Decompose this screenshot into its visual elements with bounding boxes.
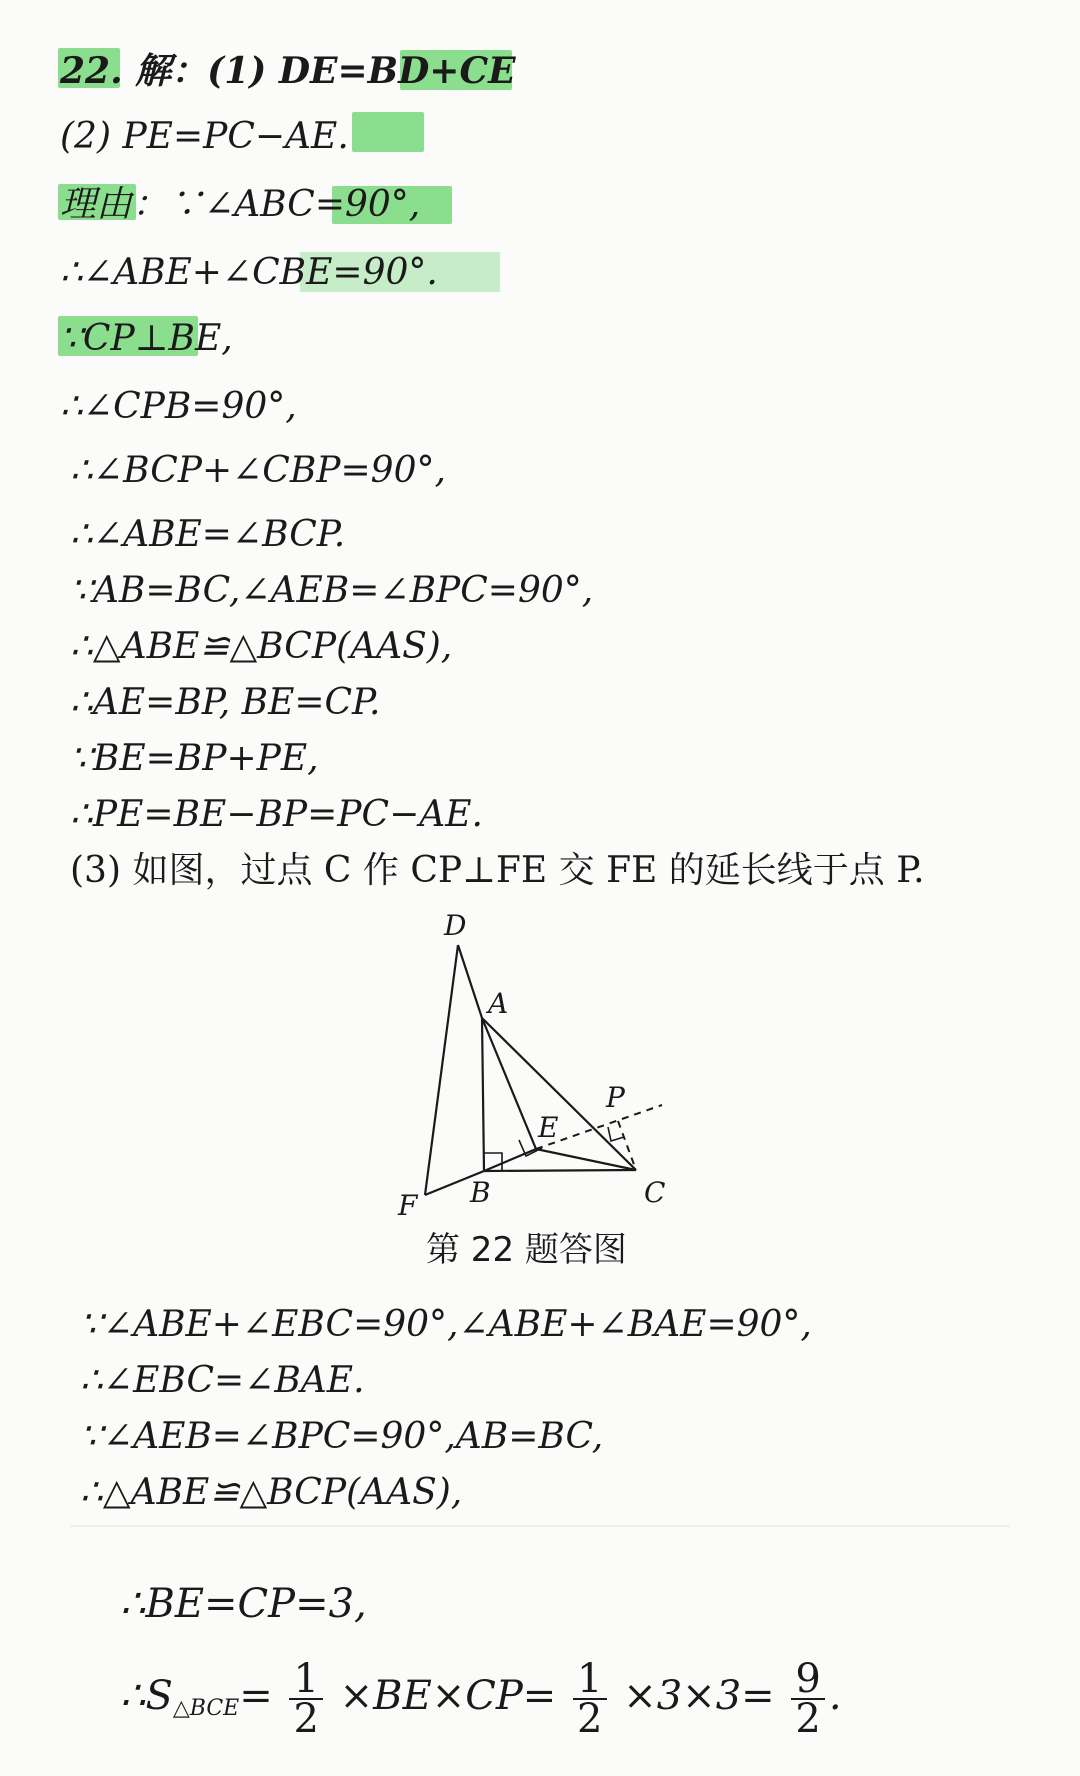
figure-caption: 第 22 题答图 bbox=[426, 1230, 627, 1270]
fraction-nine-halves bbox=[791, 1656, 824, 1742]
solution-line-12: ∵BE=BP+PE, bbox=[70, 738, 319, 779]
solution-line-3: 理由：∵∠ABC=90°, bbox=[60, 184, 421, 225]
solution-line-5: ∵CP⊥BE, bbox=[60, 318, 233, 359]
label-B: B bbox=[470, 1176, 491, 1209]
page-divider bbox=[70, 1525, 1010, 1527]
label-P: P bbox=[606, 1081, 625, 1114]
area-subscript: △BCE bbox=[172, 1696, 240, 1721]
solution-line-6: ∴∠CPB=90°, bbox=[60, 386, 297, 427]
fraction-denominator: 2 bbox=[293, 1696, 319, 1742]
final-line-1: ∴BE=CP=3, bbox=[120, 1581, 367, 1627]
solution-line-17: ∵∠AEB=∠BPC=90°,AB=BC, bbox=[80, 1416, 604, 1457]
geometry-figure bbox=[390, 905, 700, 1225]
fraction-one-half-2 bbox=[573, 1656, 606, 1742]
equals-sign: = bbox=[239, 1673, 273, 1719]
solution-line-18: ∴△ABE≌△BCP(AAS), bbox=[80, 1472, 463, 1513]
label-A: A bbox=[488, 987, 509, 1020]
fraction-numerator: 1 bbox=[573, 1660, 606, 1700]
solution-line-10: ∴△ABE≌△BCP(AAS), bbox=[70, 626, 453, 667]
fraction-numerator: 1 bbox=[289, 1660, 322, 1700]
fraction-numerator: 9 bbox=[791, 1660, 824, 1700]
product-expression: ×BE×CP= bbox=[339, 1673, 557, 1719]
final-area-equation bbox=[120, 1656, 842, 1742]
solution-line-9: ∵AB=BC,∠AEB=∠BPC=90°, bbox=[70, 570, 594, 611]
label-E: E bbox=[538, 1111, 559, 1144]
solution-line-4: ∴∠ABE+∠CBE=90°. bbox=[60, 252, 438, 293]
solution-line-15: ∵∠ABE+∠EBC=90°,∠ABE+∠BAE=90°, bbox=[80, 1304, 812, 1345]
solution-line-14: (3) 如图，过点 C 作 CP⊥FE 交 FE 的延长线于点 P. bbox=[70, 850, 925, 891]
solution-line-1: 22. 解：(1) DE=BD+CE bbox=[60, 50, 516, 92]
solution-line-13: ∴PE=BE−BP=PC−AE. bbox=[70, 794, 483, 835]
label-C: C bbox=[644, 1176, 666, 1209]
solution-line-8: ∴∠ABE=∠BCP. bbox=[70, 514, 346, 555]
area-prefix: ∴S bbox=[120, 1673, 173, 1719]
solution-line-2: (2) PE=PC−AE. bbox=[60, 116, 349, 157]
highlight-mark bbox=[352, 112, 424, 152]
label-F: F bbox=[398, 1189, 418, 1222]
solution-line-7: ∴∠BCP+∠CBP=90°, bbox=[70, 450, 446, 491]
numeric-product: ×3×3= bbox=[623, 1673, 775, 1719]
period: . bbox=[828, 1673, 842, 1719]
fraction-denominator: 2 bbox=[795, 1696, 821, 1742]
solution-line-16: ∴∠EBC=∠BAE. bbox=[80, 1360, 365, 1401]
solution-line-11: ∴AE=BP, BE=CP. bbox=[70, 682, 381, 723]
fraction-one-half bbox=[289, 1656, 322, 1742]
fraction-denominator: 2 bbox=[577, 1696, 603, 1742]
label-D: D bbox=[444, 909, 467, 942]
